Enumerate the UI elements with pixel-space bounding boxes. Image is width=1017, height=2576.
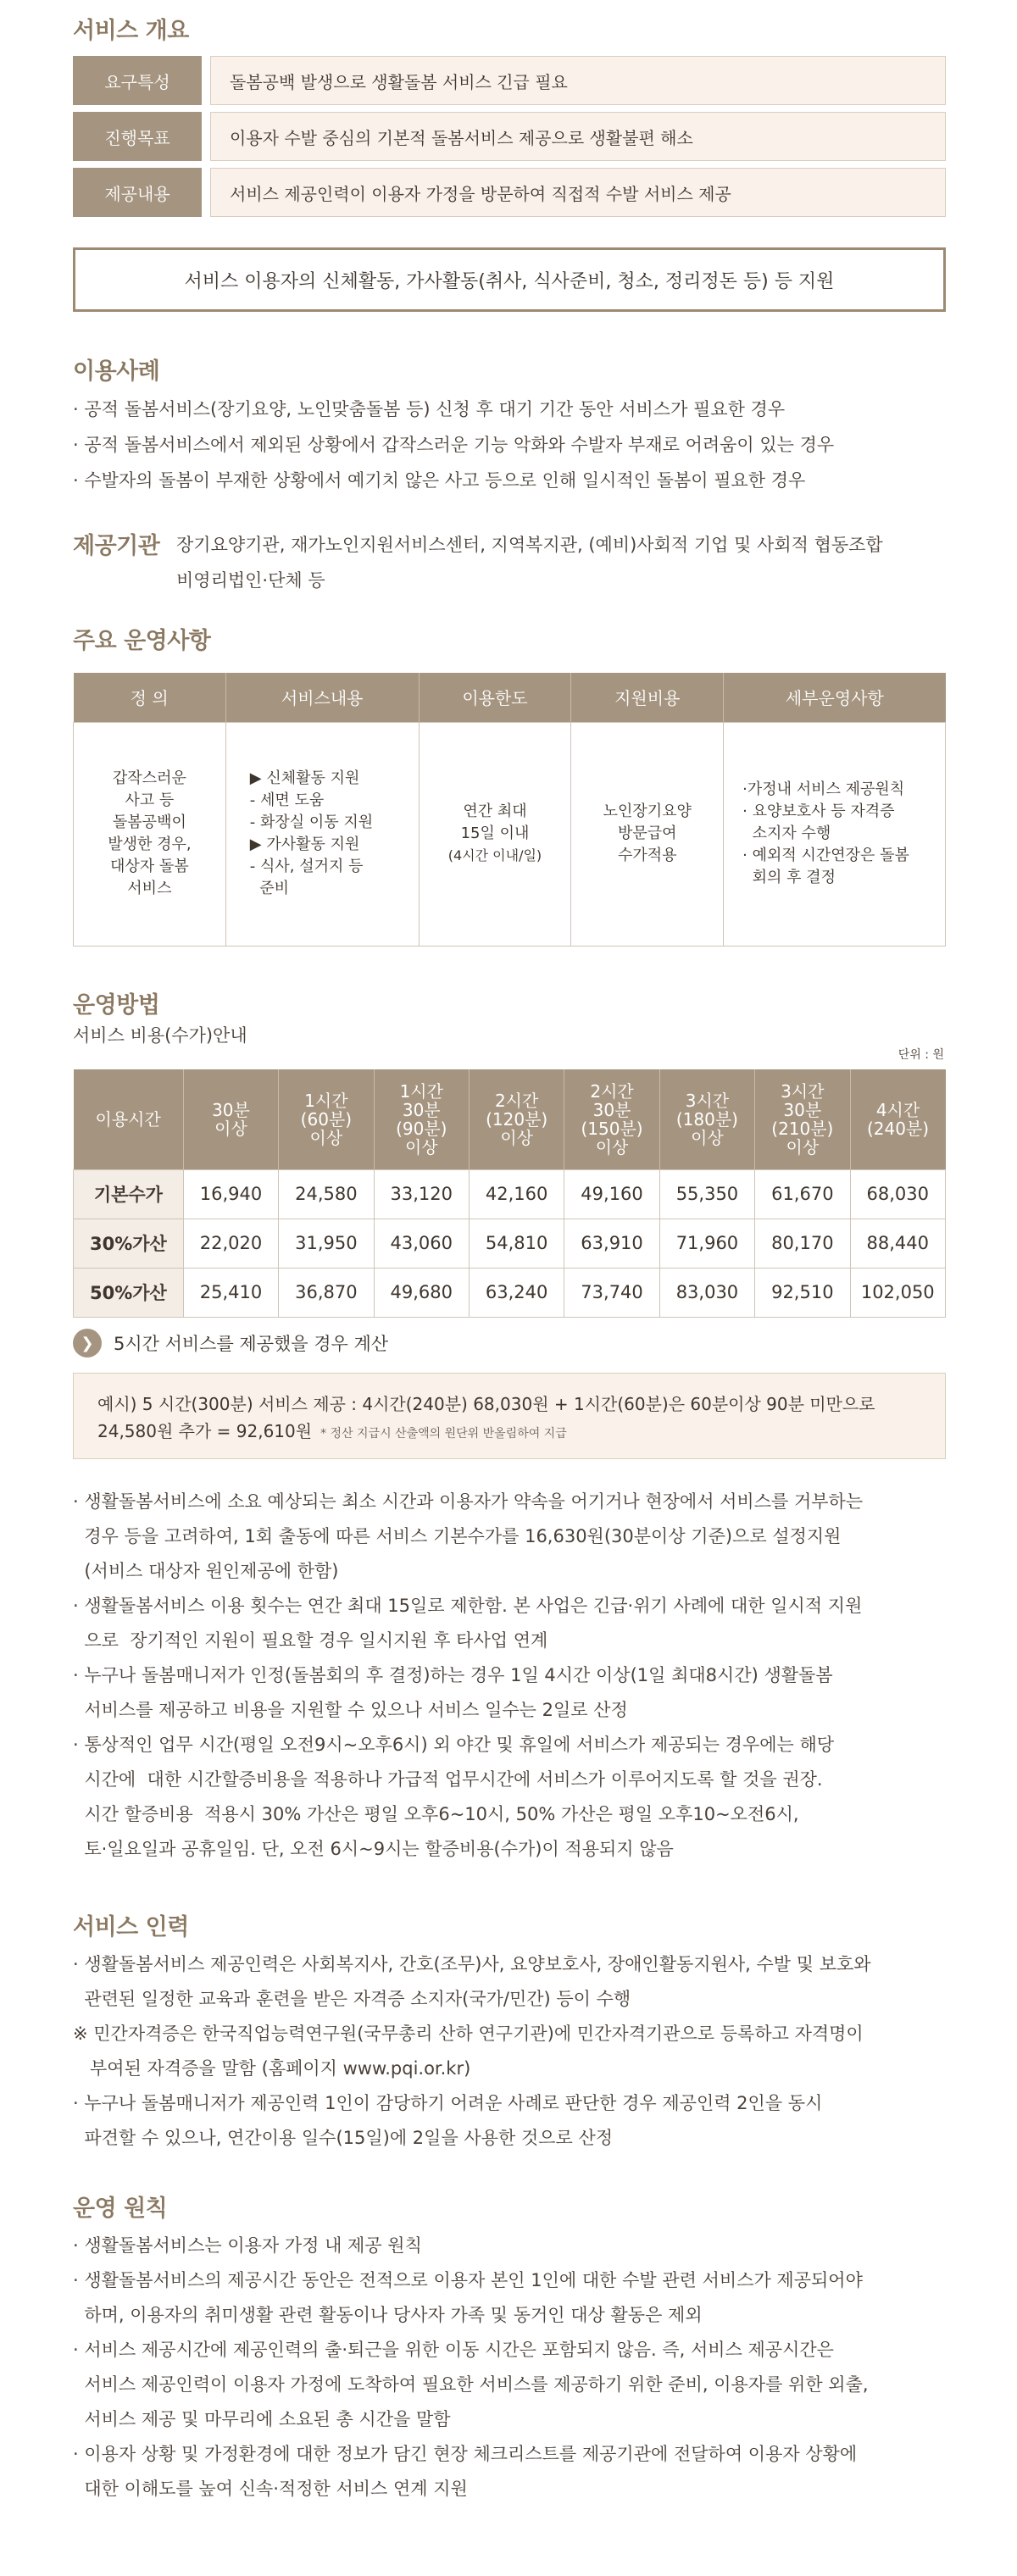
calc-result: 24,580원 추가 = 92,610원 bbox=[97, 1421, 313, 1441]
cell-line: 돌봄공백이 bbox=[112, 813, 186, 831]
calc-line: 예시) 5 시간(300분) 서비스 제공 : 4시간(240분) 68,030원 + 1시간(60분)은 60분이상 90분 미만으로 bbox=[97, 1394, 875, 1414]
overview-title: 서비스 개요 bbox=[73, 18, 189, 44]
header-line: 30분 bbox=[592, 1099, 631, 1120]
ops-header: 이용한도 bbox=[419, 673, 571, 722]
service-summary-box: 서비스 이용자의 신체활동, 가사활동(취사, 식사준비, 청소, 정리정돈 등) 등 지원 bbox=[73, 247, 946, 312]
list-item: · 생활돌봄서비스의 제공시간 동안은 전적으로 이용자 본인 1인에 대한 수발 관련 서비스가 제공되어야 bbox=[73, 2270, 863, 2290]
ops-content-cell bbox=[225, 722, 419, 946]
table-cell: 102,050 bbox=[850, 1268, 945, 1317]
provider-line: 비영리법인·단체 등 bbox=[176, 570, 325, 591]
header-line: 3시간 bbox=[781, 1080, 825, 1102]
row-label: 기본수가 bbox=[74, 1169, 184, 1219]
table-cell: 25,410 bbox=[183, 1268, 278, 1317]
cell-line: (4시간 이내/일) bbox=[447, 847, 542, 863]
principles-list bbox=[73, 2229, 869, 2507]
header-line: 1시간 bbox=[399, 1080, 443, 1102]
list-item: · 공적 돌봄서비스에서 제외된 상황에서 갑작스러운 기능 악화와 수발자 부재로 어려움이 있는 경우 bbox=[73, 435, 835, 455]
calc-title: 5시간 서비스를 제공했을 경우 계산 bbox=[114, 1334, 389, 1354]
header-line: 30분 bbox=[402, 1099, 441, 1120]
cost-header bbox=[755, 1069, 850, 1169]
overview-row bbox=[73, 168, 946, 217]
cell-line: · 예외적 시간연장은 돌봄 bbox=[742, 847, 909, 864]
table-cell: 43,060 bbox=[374, 1219, 469, 1268]
cell-line: 대상자 돌봄 bbox=[110, 858, 189, 875]
ops-detail-cell bbox=[724, 722, 946, 946]
table-cell: 54,810 bbox=[469, 1219, 564, 1268]
list-item: · 누구나 돌봄매니저가 인정(돌봄회의 후 결정)하는 경우 1일 4시간 이상(1일 최대8시간) 생활돌봄 bbox=[73, 1665, 833, 1685]
calc-heading bbox=[73, 1329, 388, 1357]
cell-line: 15일 이내 bbox=[460, 824, 530, 842]
table-cell: 33,120 bbox=[374, 1169, 469, 1219]
header-line: 이상 bbox=[691, 1127, 724, 1148]
cost-header bbox=[183, 1069, 278, 1169]
calc-note: * 정산 지급시 산출액의 원단위 반올림하여 지급 bbox=[320, 1427, 567, 1441]
header-line: 이상 bbox=[404, 1136, 438, 1158]
table-cell: 71,960 bbox=[659, 1219, 754, 1268]
ops-table bbox=[73, 673, 946, 947]
calc-line bbox=[97, 1418, 921, 1447]
list-item: · 생활돌봄서비스는 이용자 가정 내 제공 원칙 bbox=[73, 2235, 422, 2256]
table-cell: 49,160 bbox=[564, 1169, 659, 1219]
cell-line: 방문급여 bbox=[617, 824, 677, 842]
cell-line: ·가정내 서비스 제공원칙 bbox=[742, 780, 905, 798]
list-item: 경우 등을 고려하여, 1회 출동에 따른 서비스 기본수가를 16,630원(30분이상 기준)으로 설정지원 bbox=[73, 1526, 842, 1546]
principles-title: 운영 원칙 bbox=[73, 2196, 168, 2222]
table-cell: 68,030 bbox=[850, 1169, 945, 1219]
cost-table bbox=[73, 1069, 946, 1318]
table-cell: 92,510 bbox=[755, 1268, 850, 1317]
cost-header bbox=[850, 1069, 945, 1169]
calc-example-box bbox=[73, 1373, 946, 1459]
cell-line: - 세면 도움 bbox=[249, 791, 325, 809]
header-line: 4시간 bbox=[875, 1099, 920, 1120]
overview-value: 서비스 제공인력이 이용자 가정을 방문하여 직접적 수발 서비스 제공 bbox=[210, 168, 946, 217]
table-cell: 80,170 bbox=[755, 1219, 850, 1268]
list-item: 대한 이해도를 높여 신속·적정한 서비스 연계 지원 bbox=[73, 2479, 468, 2499]
ops-header: 지원비용 bbox=[571, 673, 724, 722]
unit-label: 단위 : 원 bbox=[898, 1048, 944, 1062]
header-line: 이상 bbox=[595, 1136, 629, 1158]
header-line: 30분 bbox=[783, 1099, 822, 1120]
header-line: 30분 bbox=[212, 1099, 250, 1120]
cell-line: 연간 최대 bbox=[463, 802, 527, 820]
row-label: 30%가산 bbox=[74, 1219, 184, 1268]
cases-title: 이용사례 bbox=[73, 358, 160, 385]
method-title: 운영방법 bbox=[73, 992, 160, 1019]
overview-row bbox=[73, 112, 946, 161]
provider-line: 장기요양기관, 재가노인지원서비스센터, 지역복지관, (예비)사회적 기업 및 사회적 협동조합 bbox=[176, 535, 883, 555]
cell-line: 발생한 경우, bbox=[108, 836, 192, 853]
header-line: 1시간 bbox=[304, 1090, 348, 1111]
list-item: 으로 장기적인 지원이 필요할 경우 일시지원 후 타사업 연계 bbox=[73, 1630, 548, 1651]
table-row bbox=[74, 1268, 946, 1317]
row-label: 50%가산 bbox=[74, 1268, 184, 1317]
overview-label: 요구특성 bbox=[73, 56, 202, 105]
cost-header bbox=[279, 1069, 374, 1169]
header-line: 3시간 bbox=[685, 1090, 730, 1111]
ops-cost-cell bbox=[571, 722, 724, 946]
table-cell: 16,940 bbox=[183, 1169, 278, 1219]
table-cell: 63,910 bbox=[564, 1219, 659, 1268]
table-cell: 83,030 bbox=[659, 1268, 754, 1317]
cell-line: - 식사, 설거지 등 bbox=[249, 858, 364, 875]
ops-definition-cell bbox=[74, 722, 226, 946]
header-line: (180분) bbox=[675, 1108, 738, 1130]
list-item: ※ 민간자격증은 한국직업능력연구원(국무총리 산하 연구기관)에 민간자격기관으로 등록하고 자격명이 bbox=[73, 2024, 864, 2044]
cell-line: · 요양보호사 등 자격증 bbox=[742, 802, 895, 820]
method-notes bbox=[73, 1485, 863, 1867]
table-cell: 22,020 bbox=[183, 1219, 278, 1268]
header-line: 2시간 bbox=[494, 1090, 539, 1111]
table-cell: 88,440 bbox=[850, 1219, 945, 1268]
list-item: · 생활돌봄서비스에 소요 예상되는 최소 시간과 이용자가 약속을 어기거나 현장에서 서비스를 거부하는 bbox=[73, 1491, 864, 1512]
table-cell: 63,240 bbox=[469, 1268, 564, 1317]
header-line: 이상 bbox=[500, 1127, 533, 1148]
list-item: 관련된 일정한 교육과 훈련을 받은 자격증 소지자(국가/민간) 등이 수행 bbox=[73, 1989, 631, 2009]
list-item: · 누구나 돌봄매니저가 제공인력 1인이 감당하기 어려운 사례로 판단한 경우 제공인력 2인을 동시 bbox=[73, 2093, 823, 2113]
cost-header bbox=[469, 1069, 564, 1169]
list-item: 시간 할증비용 적용시 30% 가산은 평일 오후6~10시, 50% 가산은 평일 오후10~오전6시, bbox=[73, 1804, 799, 1824]
list-item: 서비스를 제공하고 비용을 지원할 수 있으나 서비스 일수는 2일로 산정 bbox=[73, 1700, 628, 1720]
ops-header: 정 의 bbox=[74, 673, 226, 722]
header-line: 이상 bbox=[309, 1127, 343, 1148]
method-subtitle: 서비스 비용(수가)안내 bbox=[73, 1025, 247, 1046]
cell-line: - 화장실 이동 지원 bbox=[249, 813, 374, 831]
header-line: (120분) bbox=[486, 1108, 548, 1130]
ops-limit-cell bbox=[419, 722, 571, 946]
list-item: · 공적 돌봄서비스(장기요양, 노인맞춤돌봄 등) 신청 후 대기 기간 동안 서비스가 필요한 경우 bbox=[73, 399, 786, 419]
header-line: (240분) bbox=[866, 1118, 930, 1139]
list-item: 토·일요일과 공휴일임. 단, 오전 6시~9시는 할증비용(수가)이 적용되지 않음 bbox=[73, 1839, 674, 1859]
table-cell: 42,160 bbox=[469, 1169, 564, 1219]
cell-line: 서비스 bbox=[127, 880, 172, 897]
cost-header bbox=[659, 1069, 754, 1169]
table-cell: 61,670 bbox=[755, 1169, 850, 1219]
cell-line: ▶ 가사활동 지원 bbox=[249, 836, 360, 853]
cell-line: 갑작스러운 bbox=[112, 769, 186, 787]
provider-text bbox=[176, 527, 883, 598]
list-item: · 통상적인 업무 시간(평일 오전9시~오후6시) 외 야간 및 휴일에 서비스가 제공되는 경우에는 해당 bbox=[73, 1735, 835, 1755]
table-cell: 24,580 bbox=[279, 1169, 374, 1219]
list-item: (서비스 대상자 원인제공에 한함) bbox=[73, 1561, 339, 1581]
header-line: 이상 bbox=[214, 1118, 247, 1139]
overview-label: 제공내용 bbox=[73, 168, 202, 217]
cost-header bbox=[374, 1069, 469, 1169]
cost-header bbox=[74, 1069, 184, 1169]
overview-row bbox=[73, 56, 946, 105]
overview-value: 돌봄공백 발생으로 생활돌봄 서비스 긴급 필요 bbox=[210, 56, 946, 105]
list-item: 파견할 수 있으나, 연간이용 일수(15일)에 2일을 사용한 것으로 산정 bbox=[73, 2128, 614, 2148]
table-cell: 73,740 bbox=[564, 1268, 659, 1317]
list-item: · 생활돌봄서비스 제공인력은 사회복지사, 간호(조무)사, 요양보호사, 장애인활동지원사, 수발 및 보호와 bbox=[73, 1954, 871, 1974]
list-item: 시간에 대한 시간할증비용을 적용하나 가급적 업무시간에 서비스가 이루어지도록 할 것을 권장. bbox=[73, 1769, 823, 1790]
header-line: 이상 bbox=[786, 1136, 820, 1158]
table-cell: 31,950 bbox=[279, 1219, 374, 1268]
ops-header: 서비스내용 bbox=[225, 673, 419, 722]
cell-line: 수가적용 bbox=[617, 847, 677, 864]
list-item: · 이용자 상황 및 가정환경에 대한 정보가 담긴 현장 체크리스트를 제공기관에 전달하여 이용자 상황에 bbox=[73, 2444, 858, 2464]
overview-value: 이용자 수발 중심의 기본적 돌봄서비스 제공으로 생활불편 해소 bbox=[210, 112, 946, 161]
ops-header: 세부운영사항 bbox=[724, 673, 946, 722]
cell-line: 노인장기요양 bbox=[603, 802, 692, 820]
list-item: 부여된 자격증을 말함 (홈페이지 www.pqi.or.kr) bbox=[73, 2058, 471, 2079]
table-row bbox=[74, 1219, 946, 1268]
overview-label: 진행목표 bbox=[73, 112, 202, 161]
header-line: (90분) bbox=[396, 1118, 447, 1139]
table-row bbox=[74, 1169, 946, 1219]
list-item: 서비스 제공 및 마무리에 소요된 총 시간을 말함 bbox=[73, 2409, 451, 2429]
table-cell: 36,870 bbox=[279, 1268, 374, 1317]
header-line: 2시간 bbox=[590, 1080, 634, 1102]
provider-title: 제공기관 bbox=[73, 533, 160, 559]
chevron-right-icon: ❯ bbox=[73, 1329, 102, 1357]
header-line: (60분) bbox=[300, 1108, 353, 1130]
ops-title: 주요 운영사항 bbox=[73, 628, 211, 654]
cell-line: ▶ 신체활동 지원 bbox=[249, 769, 360, 787]
list-item: 하며, 이용자의 취미생활 관련 활동이나 당사자 가족 및 동거인 대상 활동은 제외 bbox=[73, 2305, 703, 2325]
cell-line: 준비 bbox=[249, 880, 290, 897]
header-line: 이용시간 bbox=[95, 1108, 161, 1130]
cell-line: 소지자 수행 bbox=[742, 824, 831, 842]
header-line: (210분) bbox=[771, 1118, 834, 1139]
header-line: (150분) bbox=[581, 1118, 643, 1139]
list-item: · 수발자의 돌봄이 부재한 상황에서 예기치 않은 사고 등으로 인해 일시적인 돌봄이 필요한 경우 bbox=[73, 470, 806, 491]
workforce-list bbox=[73, 1947, 871, 2156]
cell-line: 회의 후 결정 bbox=[742, 869, 836, 886]
cost-header bbox=[564, 1069, 659, 1169]
list-item: · 서비스 제공시간에 제공인력의 출·퇴근을 위한 이동 시간은 포함되지 않음. 즉, 서비스 제공시간은 bbox=[73, 2340, 834, 2360]
workforce-title: 서비스 인력 bbox=[73, 1914, 189, 1940]
list-item: 서비스 제공인력이 이용자 가정에 도착하여 필요한 서비스를 제공하기 위한 준비, 이용자를 위한 외출, bbox=[73, 2374, 869, 2395]
cell-line: 사고 등 bbox=[125, 791, 175, 809]
cases-list bbox=[73, 391, 834, 498]
list-item: · 생활돌봄서비스 이용 횟수는 연간 최대 15일로 제한함. 본 사업은 긴급·위기 사례에 대한 일시적 지원 bbox=[73, 1596, 863, 1616]
table-cell: 49,680 bbox=[374, 1268, 469, 1317]
table-cell: 55,350 bbox=[659, 1169, 754, 1219]
